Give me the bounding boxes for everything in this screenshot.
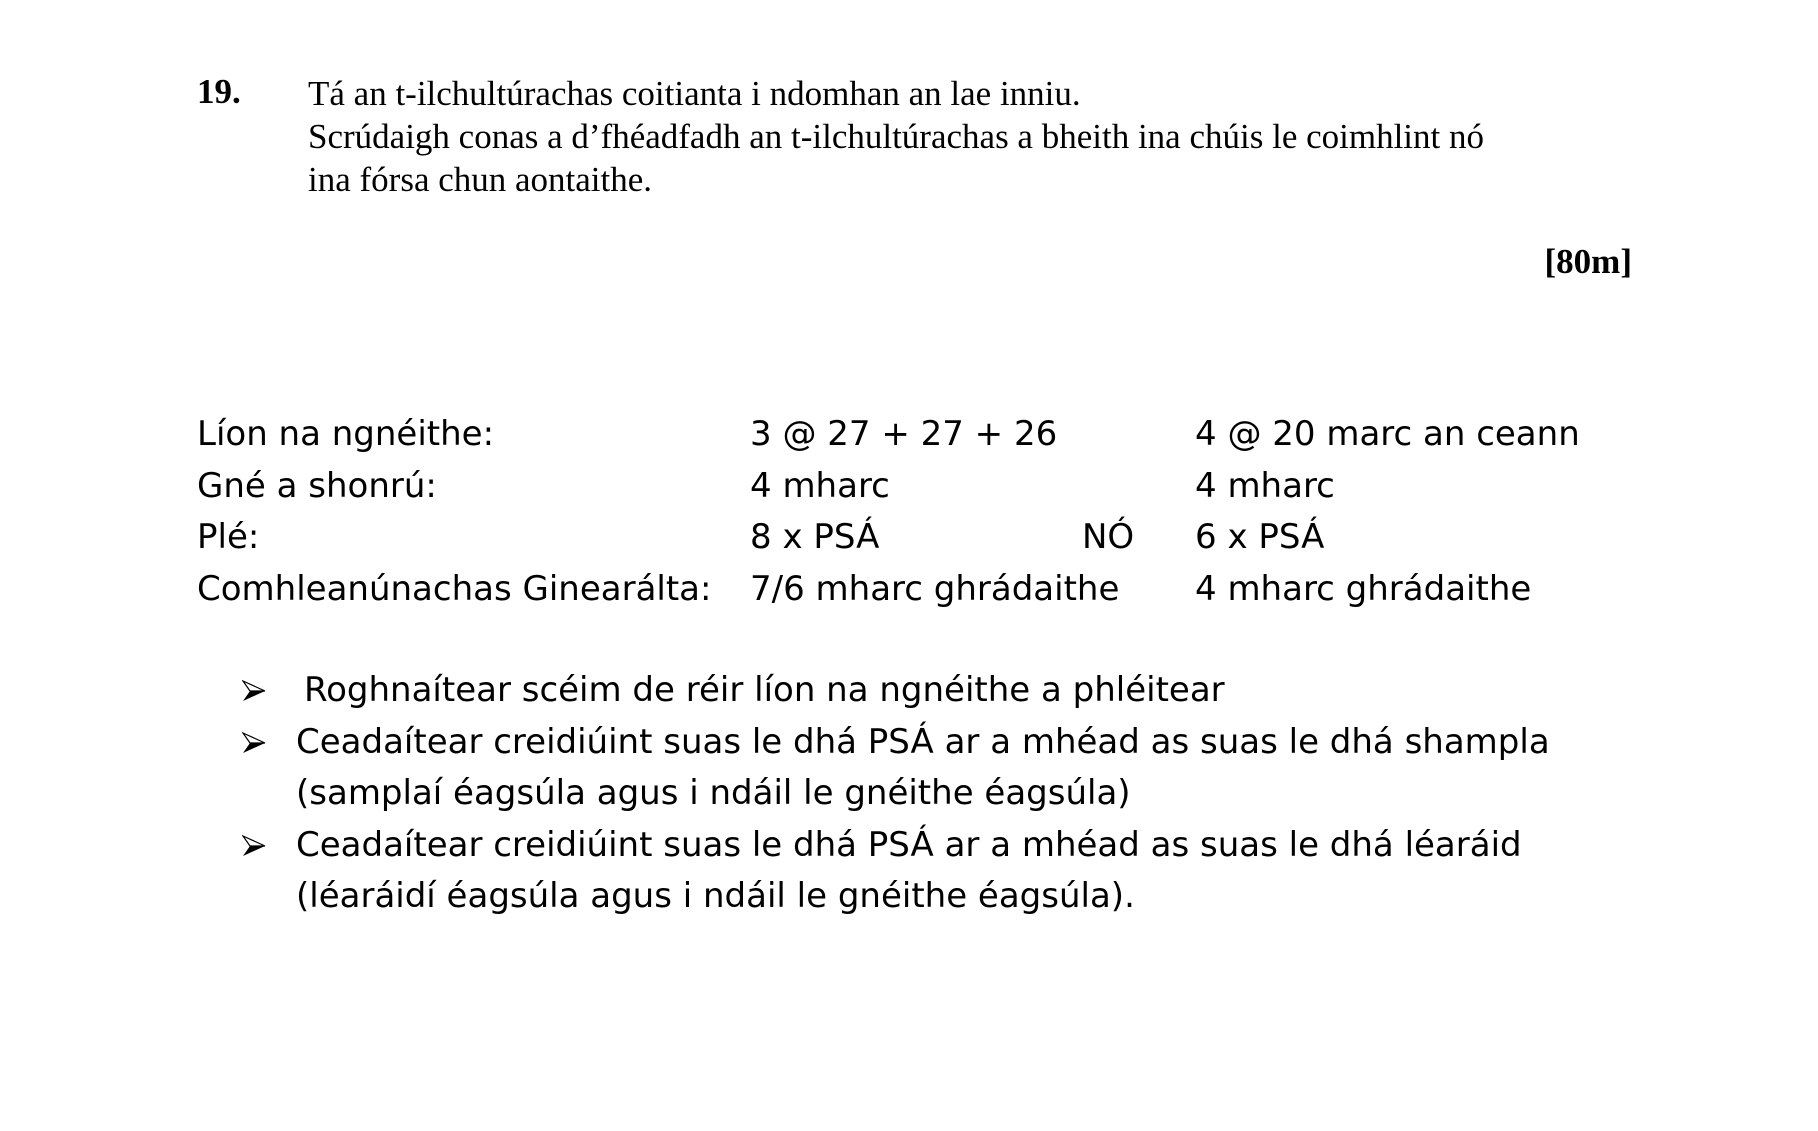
scheme-option-a: 8 x PSÁ [750,517,880,557]
note-item [240,717,1550,820]
note-text: Roghnaítear scéim de réir líon na ngnéithe a phléitear [304,670,1225,710]
scheme-option-b: 4 @ 20 marc an ceann [1195,414,1580,454]
question-line: Tá an t-ilchultúrachas coitianta i ndomhan an lae inniu. [308,74,1081,113]
note-text-continued: (samplaí éagsúla agus i ndáil le gnéithe éagsúla) [296,773,1131,813]
scheme-label: Gné a shonrú: [197,465,437,506]
question-line: ina fórsa chun aontaithe. [308,160,653,199]
question-text [308,72,1608,201]
scheme-option-a: 7/6 mharc ghrádaithe [750,568,1120,609]
scheme-label: Plé: [197,517,260,557]
scheme-option-a: 4 mharc [750,465,890,506]
scheme-option-b: 6 x PSÁ [1195,517,1325,557]
note-text: Ceadaítear creidiúint suas le dhá PSÁ ar a mhéad as suas le dhá shampla [296,721,1550,762]
arrow-bullet-icon [242,732,266,754]
note-text-continued: (léaráidí éagsúla agus i ndáil le gnéithe éagsúla). [296,876,1135,916]
note-item [240,820,1550,923]
note-item [240,665,1550,717]
question-number: 19. [197,72,241,111]
question-line: Scrúdaigh conas a d’fhéadfadh an t-ilchultúrachas a bheith ina chúis le coimhlint nó [308,117,1485,156]
scheme-option-b: 4 mharc [1195,465,1335,506]
scheme-label: Comhleanúnachas Ginearálta: [197,568,712,609]
arrow-bullet-icon [242,680,266,702]
or-label: NÓ [1082,517,1135,557]
arrow-bullet-icon [242,835,266,857]
marks-total: [80m] [1544,242,1632,281]
scheme-label: Líon na ngnéithe: [197,414,495,454]
notes-list [240,665,1550,923]
note-text: Ceadaítear creidiúint suas le dhá PSÁ ar a mhéad as suas le dhá léaráid [296,824,1522,865]
scheme-option-a: 3 @ 27 + 27 + 26 [750,414,1058,454]
scheme-option-b: 4 mharc ghrádaithe [1195,568,1532,609]
